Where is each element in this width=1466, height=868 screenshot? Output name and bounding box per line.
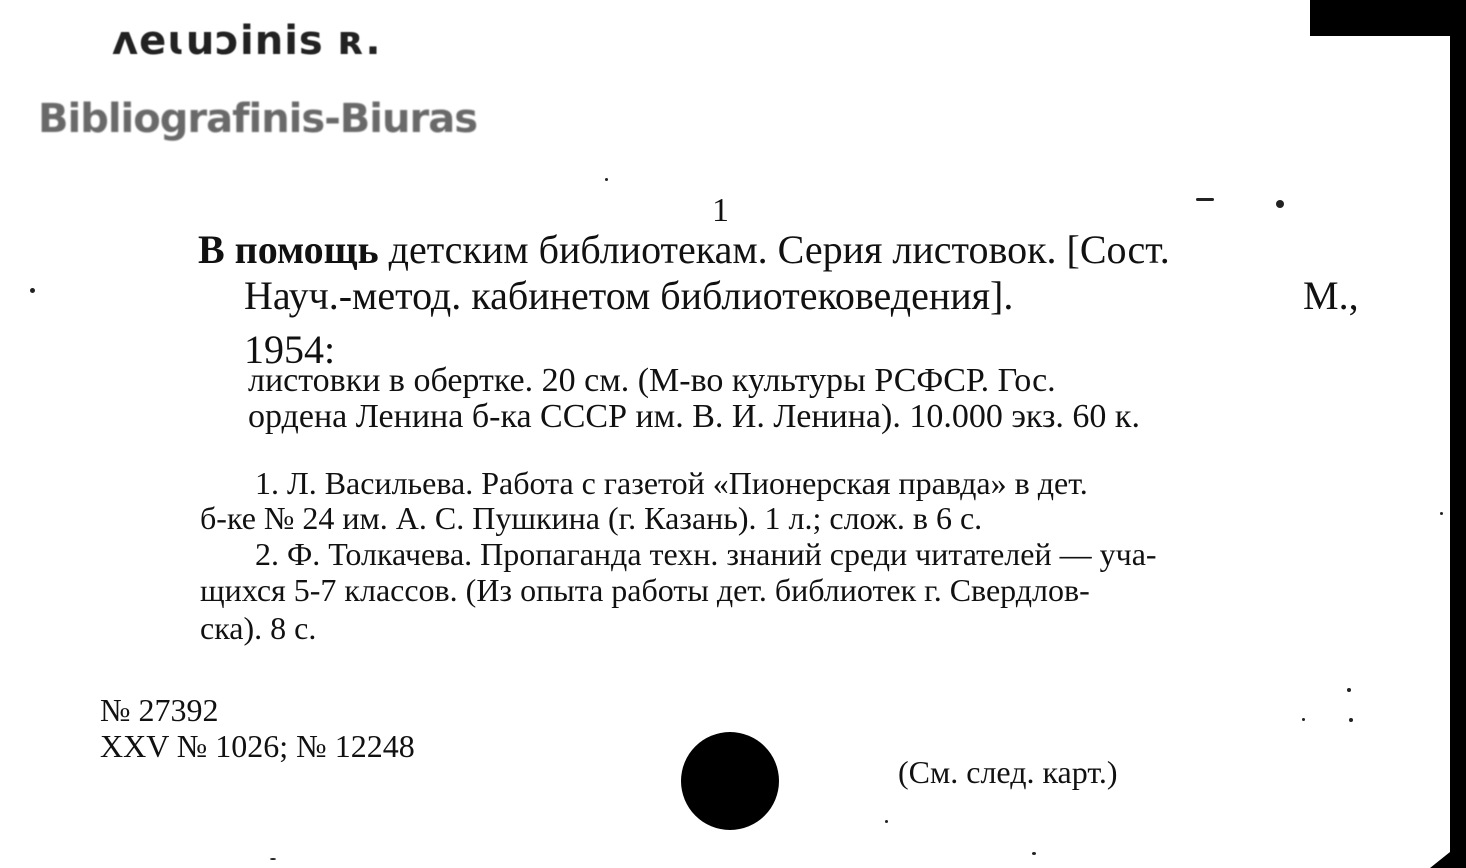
continued-note: (См. след. карт.) [898, 754, 1118, 790]
speck [30, 288, 35, 293]
accession-number: № 27392 [100, 692, 219, 728]
speck [1349, 718, 1353, 722]
classification-numbers: XXV № 1026; № 12248 [100, 728, 415, 764]
speck [605, 178, 608, 181]
stamp-line-2: Bibliografinis-Biuras [38, 96, 477, 142]
contents-line: 2. Ф. Толкачева. Пропаганда техн. знаний среди читателей — уча- [255, 536, 1157, 572]
punch-hole [681, 732, 779, 830]
publication-year: 1954: [244, 327, 336, 372]
title-line-1 [198, 226, 1170, 273]
title-rest: детским библиотекам. Серия листовок. [Сост. [378, 227, 1170, 272]
speck [1347, 688, 1351, 692]
speck [885, 820, 888, 823]
description-line-1: листовки в обертке. 20 см. (М-во культуры РСФСР. Гос. [248, 362, 1056, 399]
speck [1032, 852, 1036, 855]
speck [1440, 512, 1443, 515]
speck [1302, 718, 1305, 721]
contents-line: ска). 8 с. [200, 610, 317, 646]
stamp-line-1: ʌeɩuɔinis ʀ. [112, 18, 382, 64]
description-line-2: ордена Ленина б-ка СССР им. В. И. Ленина). 10.000 экз. 60 к. [248, 398, 1140, 435]
speck [1196, 198, 1214, 201]
contents-line: 1. Л. Васильева. Работа с газетой «Пионерская правда» в дет. [255, 465, 1088, 501]
title-bold: В помощь [198, 227, 379, 272]
title-line-2: Науч.-метод. кабинетом библиотековедения]. [244, 273, 1014, 318]
publication-place: М., [1303, 273, 1359, 318]
card-number: 1 [712, 192, 729, 229]
contents-line: б-ке № 24 им. А. С. Пушкина (г. Казань). 1 л.; слож. в 6 с. [200, 500, 983, 536]
speck [1276, 200, 1284, 208]
speck [270, 858, 276, 860]
contents-line: щихся 5-7 классов. (Из опыта работы дет. библиотек г. Свердлов- [200, 572, 1090, 608]
